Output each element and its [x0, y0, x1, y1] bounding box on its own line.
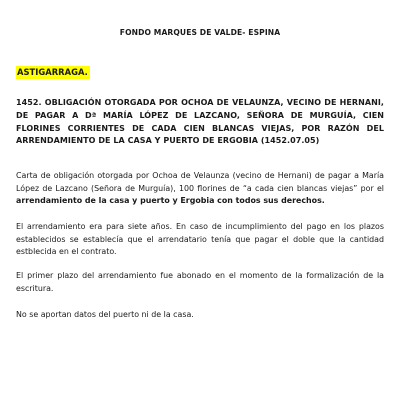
- paragraph-description-bold: arrendamiento de la casa y puerto y Ergobia con todos sus derechos.: [16, 196, 325, 206]
- place-heading: ASTIGARRAGA.: [17, 67, 88, 77]
- paragraph-first-payment: El primer plazo del arrendamiento fue abonado en el momento de la formalización de la escritura.: [16, 271, 384, 293]
- paragraph-description: [16, 170, 384, 208]
- paragraph-terms: El arrendamiento era para siete años. En caso de incumplimiento del pago en los plazos establecidos se establecía que el arrendatario tenía que pagar el doble que la cantidad estblecida en el contrato.: [16, 222, 384, 257]
- document-header: FONDO MARQUES DE VALDE- ESPINA: [119, 28, 281, 37]
- document-title: 1452. OBLIGACIÓN OTORGADA POR OCHOA DE VELAUNZA, VECINO DE HERNANI, DE PAGAR A Dª MARÍA LÓPEZ DE LAZCANO, SEÑORA DE MURGUÍA, CIEN FLORINES CORRIENTES DE CADA CIEN BLANCAS VIEJAS, POR RAZÓN DEL ARRENDAMIENTO DE LA CASA Y PUERTO DE ERGOBIA (1452.07.05): [16, 98, 384, 146]
- paragraph-description-text: Carta de obligación otorgada por Ochoa de Velaunza (vecino de Hernani) de pagar a María López de Lazcano (Señora de Murguía), 100 florines de “a cada cien blancas viejas” por el: [16, 171, 384, 193]
- paragraph-note: No se aportan datos del puerto ni de la casa.: [16, 310, 194, 319]
